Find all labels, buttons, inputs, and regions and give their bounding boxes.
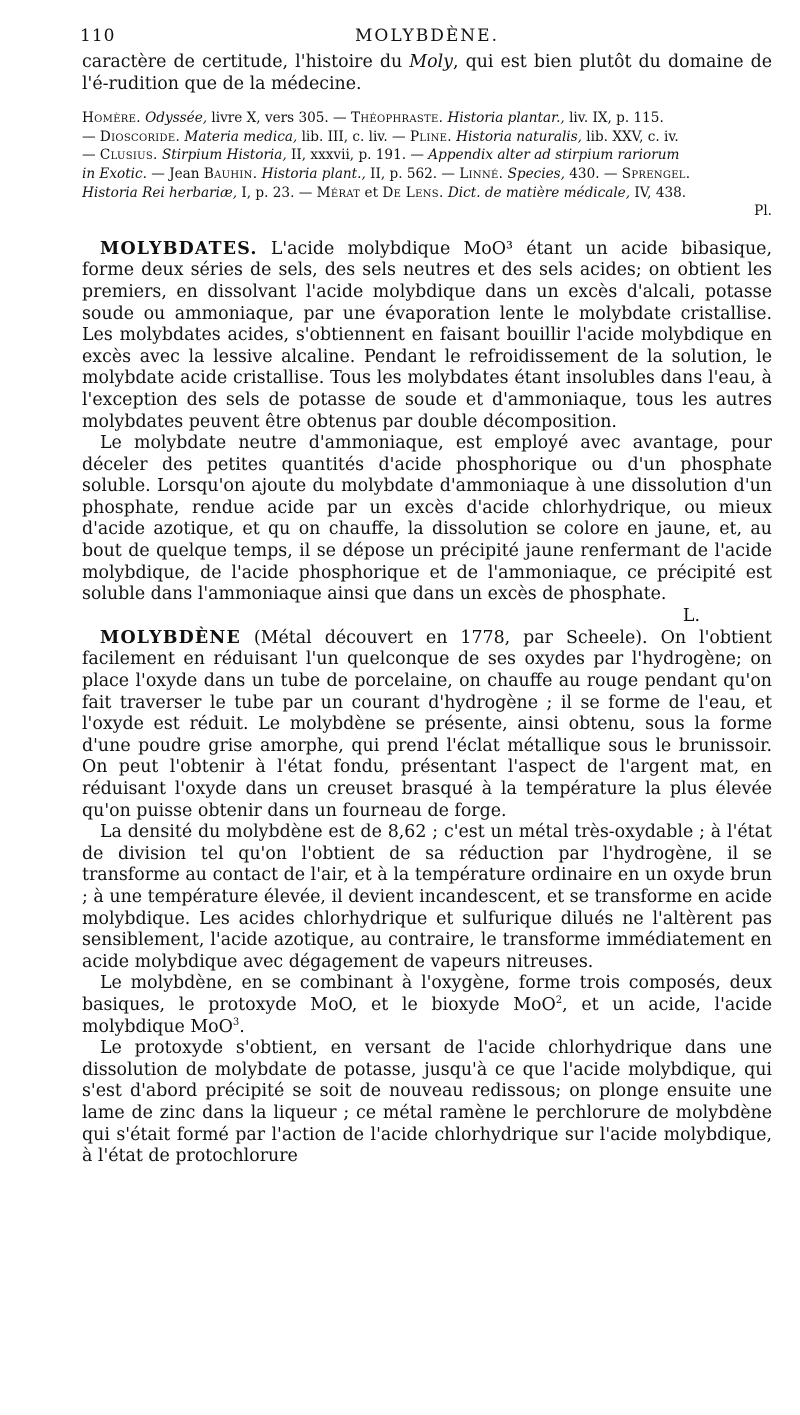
references-block: [82, 109, 772, 221]
moly-term: Moly: [409, 52, 453, 72]
reference-line: Historia Rei herbariæ, I, p. 23. — Mérat et De Lens. Dict. de matière médicale, IV, 438.: [82, 184, 687, 201]
article-molybdene: [82, 628, 772, 1168]
author-signature: L.: [682, 605, 700, 626]
article-molybdates: [82, 238, 772, 626]
page: [82, 26, 772, 1168]
page-number: 110: [80, 26, 116, 46]
paragraph: Le protoxyde s'obtient, en versant de l'acide chlorhydrique dans une dissolution de molybdate de potasse, jusqu'à ce que l'acide molybdique, qui s'est d'abord précipité se soit de nouveau redissous; on plonge ensuite une lame de zinc dans la liqueur ; ce métal ramène le perchlorure de molybdène qui s'était formé par l'action de l'acide chlorhydrique sur l'acide molybdique, à l'état de protochlorure: [82, 1038, 772, 1167]
paragraph: MOLYBDÈNE (Métal découvert en 1778, par Scheele). On l'obtient facilement en réduisant l'un quelconque de ses oxydes par l'hydrogène; on place l'oxyde dans un tube de porcelaine, on chauffe au rouge pendant qu'on fait traverser le tube par un courant d'hydrogène ; il se forme de l'eau, et l'oxyde est réduit. Le molybdène se présente, ainsi obtenu, sous la forme d'une poudre grise amorphe, qui prend l'éclat métallique sous le brunissoir. On peut l'obtenir à l'état fondu, présentant l'aspect de l'argent mat, en réduisant l'oxyde dans un creuset brasqué à la température la plus élevée qu'on puisse obtenir dans un fourneau de forge.: [82, 627, 772, 821]
article-heading: MOLYBDATES.: [100, 238, 258, 259]
reference-line: in Exotic. — Jean Bauhin. Historia plant., II, p. 562. — Linné. Species, 430. — Sprengel.: [82, 165, 691, 182]
paragraph: Le molybdate neutre d'ammoniaque, est employé avec avantage, pour déceler des petites quantités d'acide phosphorique ou d'un phosphate soluble. Lorsqu'on ajoute du molybdate d'ammoniaque à une dissolution d'un phosphate, rendue acide par un excès d'acide chlorhydrique, ou mieux d'acide azotique, et qu on chauffe, la dissolution se colore en jaune, et, au bout de quelque temps, il se dépose un précipité jaune renfermant de l'acide molybdique, de l'acide phosphorique et de l'ammoniaque, ce précipité est soluble dans l'ammoniaque ainsi que dans un excès de phosphate. L.: [82, 433, 772, 626]
paragraph: MOLYBDATES. L'acide molybdique MoO³ étant un acide bibasique, forme deux séries de sels, des sels neutres et des sels acides; on obtient les premiers, en dissolvant l'acide molybdique dans un excès d'alcali, potasse soude ou ammoniaque, par une évaporation lente le molybdate cristallise. Les molybdates acides, s'obtiennent en faisant bouillir l'acide molybdique en excès avec la lessive alcaline. Pendant le refroidissement de la solution, le molybdate acide cristallise. Tous les molybdates étant insolubles dans l'eau, à l'exception des sels de potasse de soude et d'ammoniaque, tous les autres molybdates peuvent être obtenus par double décomposition.: [82, 238, 772, 432]
reference-line: — Dioscoride. Materia medica, lib. III, c. liv. — Pline. Historia naturalis, lib. XXV, c. iv.: [82, 128, 679, 145]
reference-line: Homère. Odyssée, livre X, vers 305. — Théophraste. Historia plantar., liv. IX, p. 115.: [82, 110, 664, 127]
paragraph: Le molybdène, en se combinant à l'oxygène, forme trois composés, deux basiques, le protoxyde MoO, et le bioxyde MoO$^2$, et un acide, l'acide molybdique MoO$^3$.: [82, 973, 772, 1037]
paragraph: La densité du molybdène est de 8,62 ; c'est un métal très-oxydable ; à l'état de division tel qu'on l'obtient de sa réduction par l'hydrogène, il se transforme au contact de l'air, et à la température ordinaire en un oxyde brun ; à une température élevée, il devient incandescent, et se transforme en acide molybdique. Les acides chlorhydrique et sulfurique dilués ne l'altèrent pas sensiblement, l'acide azotique, au contraire, le transforme immédiatement en acide molybdique avec dégagement de vapeurs nitreuses.: [82, 822, 772, 972]
article-heading: MOLYBDÈNE: [100, 627, 241, 648]
page-header: [82, 26, 772, 52]
reference-line: — Clusius. Stirpium Historia, II, xxxvii, p. 191. — Appendix alter ad stirpium rariorum: [82, 147, 680, 164]
intro-paragraph: caractère de certitude, l'histoire du Moly, qui est bien plutôt du domaine de l'é-rudition que de la médecine.: [82, 52, 772, 94]
running-title: MOLYBDÈNE.: [355, 26, 499, 46]
author-signature: Pl.: [754, 203, 772, 220]
